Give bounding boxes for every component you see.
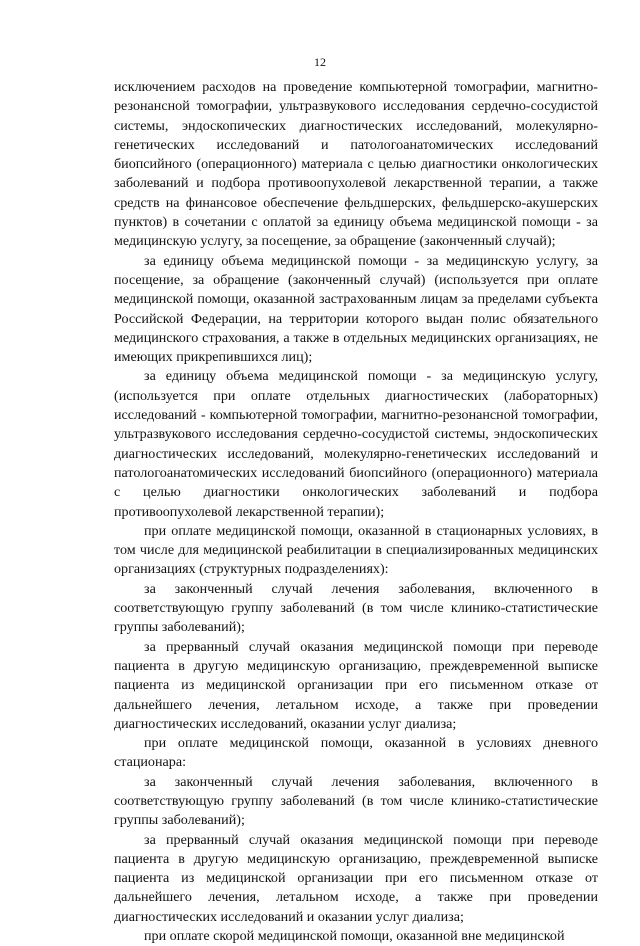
page-number: 12 (314, 55, 326, 69)
paragraph: за единицу объема медицинской помощи - за медицинскую услугу, (используется при оплате отдельных диагностических (лабораторных) исследований - компьютерной томографии, магнитно-резонансной томографии, ультразвукового исследования сердечно-сосудистой системы, эндоскопических диагностических исследований, молекулярно-генетических исследований и патологоанатомических исследований биопсийного (операционного) материала с целью диагностики онкологических заболеваний и подбора противоопухолевой лекарственной терапии); (114, 368, 598, 520)
paragraph: за законченный случай лечения заболевания, включенного в соответствующую группу заболеваний (в том числе клинико-статистические группы заболеваний); (114, 773, 598, 829)
paragraph: за единицу объема медицинской помощи - за медицинскую услугу, за посещение, за обращение (законченный случай) (используется при оплате медицинской помощи, оказанной застрахованным лицам за пределами субъекта Российской Федерации, на территории которого выдан полис обязательного медицинского страхования, а также в отдельных медицинских организациях, не имеющих прикрепившихся лиц); (114, 252, 598, 366)
paragraph: при оплате скорой медицинской помощи, оказанной вне медицинской (144, 928, 565, 945)
paragraph: за прерванный случай оказания медицинской помощи при переводе пациента в другую медицинскую организацию, преждевременной выписке пациента из медицинской организации при его письменном отказе от дальнейшего лечения, летальном исходе, а также при проведении диагностических исследований и оказании услуг диализа; (114, 831, 598, 925)
body-text (114, 78, 598, 946)
paragraph: при оплате медицинской помощи, оказанной в стационарных условиях, в том числе для медицинской реабилитации в специализированных медицинских организациях (структурных подразделениях): (114, 522, 598, 578)
paragraph-continuation: исключением расходов на проведение компьютерной томографии, магнитно-резонансной томографии, ультразвукового исследования сердечно-сосудистой системы, эндоскопических диагностических исследований, молекулярно-генетических исследований и патологоанатомических исследований биопсийного (операционного) материала с целью диагностики онкологических заболеваний и подбора противоопухолевой лекарственной терапии, а также средств на финансовое обеспечение фельдшерских, фельдшерско-акушерских пунктов) в сочетании с оплатой за единицу объема медицинской помощи - за медицинскую услугу, за посещение, за обращение (законченный случай); (114, 79, 598, 250)
paragraph: за законченный случай лечения заболевания, включенного в соответствующую группу заболеваний (в том числе клинико-статистические группы заболеваний); (114, 580, 598, 636)
paragraph: при оплате медицинской помощи, оказанной в условиях дневного стационара: (114, 735, 598, 771)
paragraph: за прерванный случай оказания медицинской помощи при переводе пациента в другую медицинскую организацию, преждевременной выписке пациента из медицинской организации при его письменном отказе от дальнейшего лечения, летальном исходе, а также при проведении диагностических исследований, оказании услуг диализа; (114, 638, 598, 732)
